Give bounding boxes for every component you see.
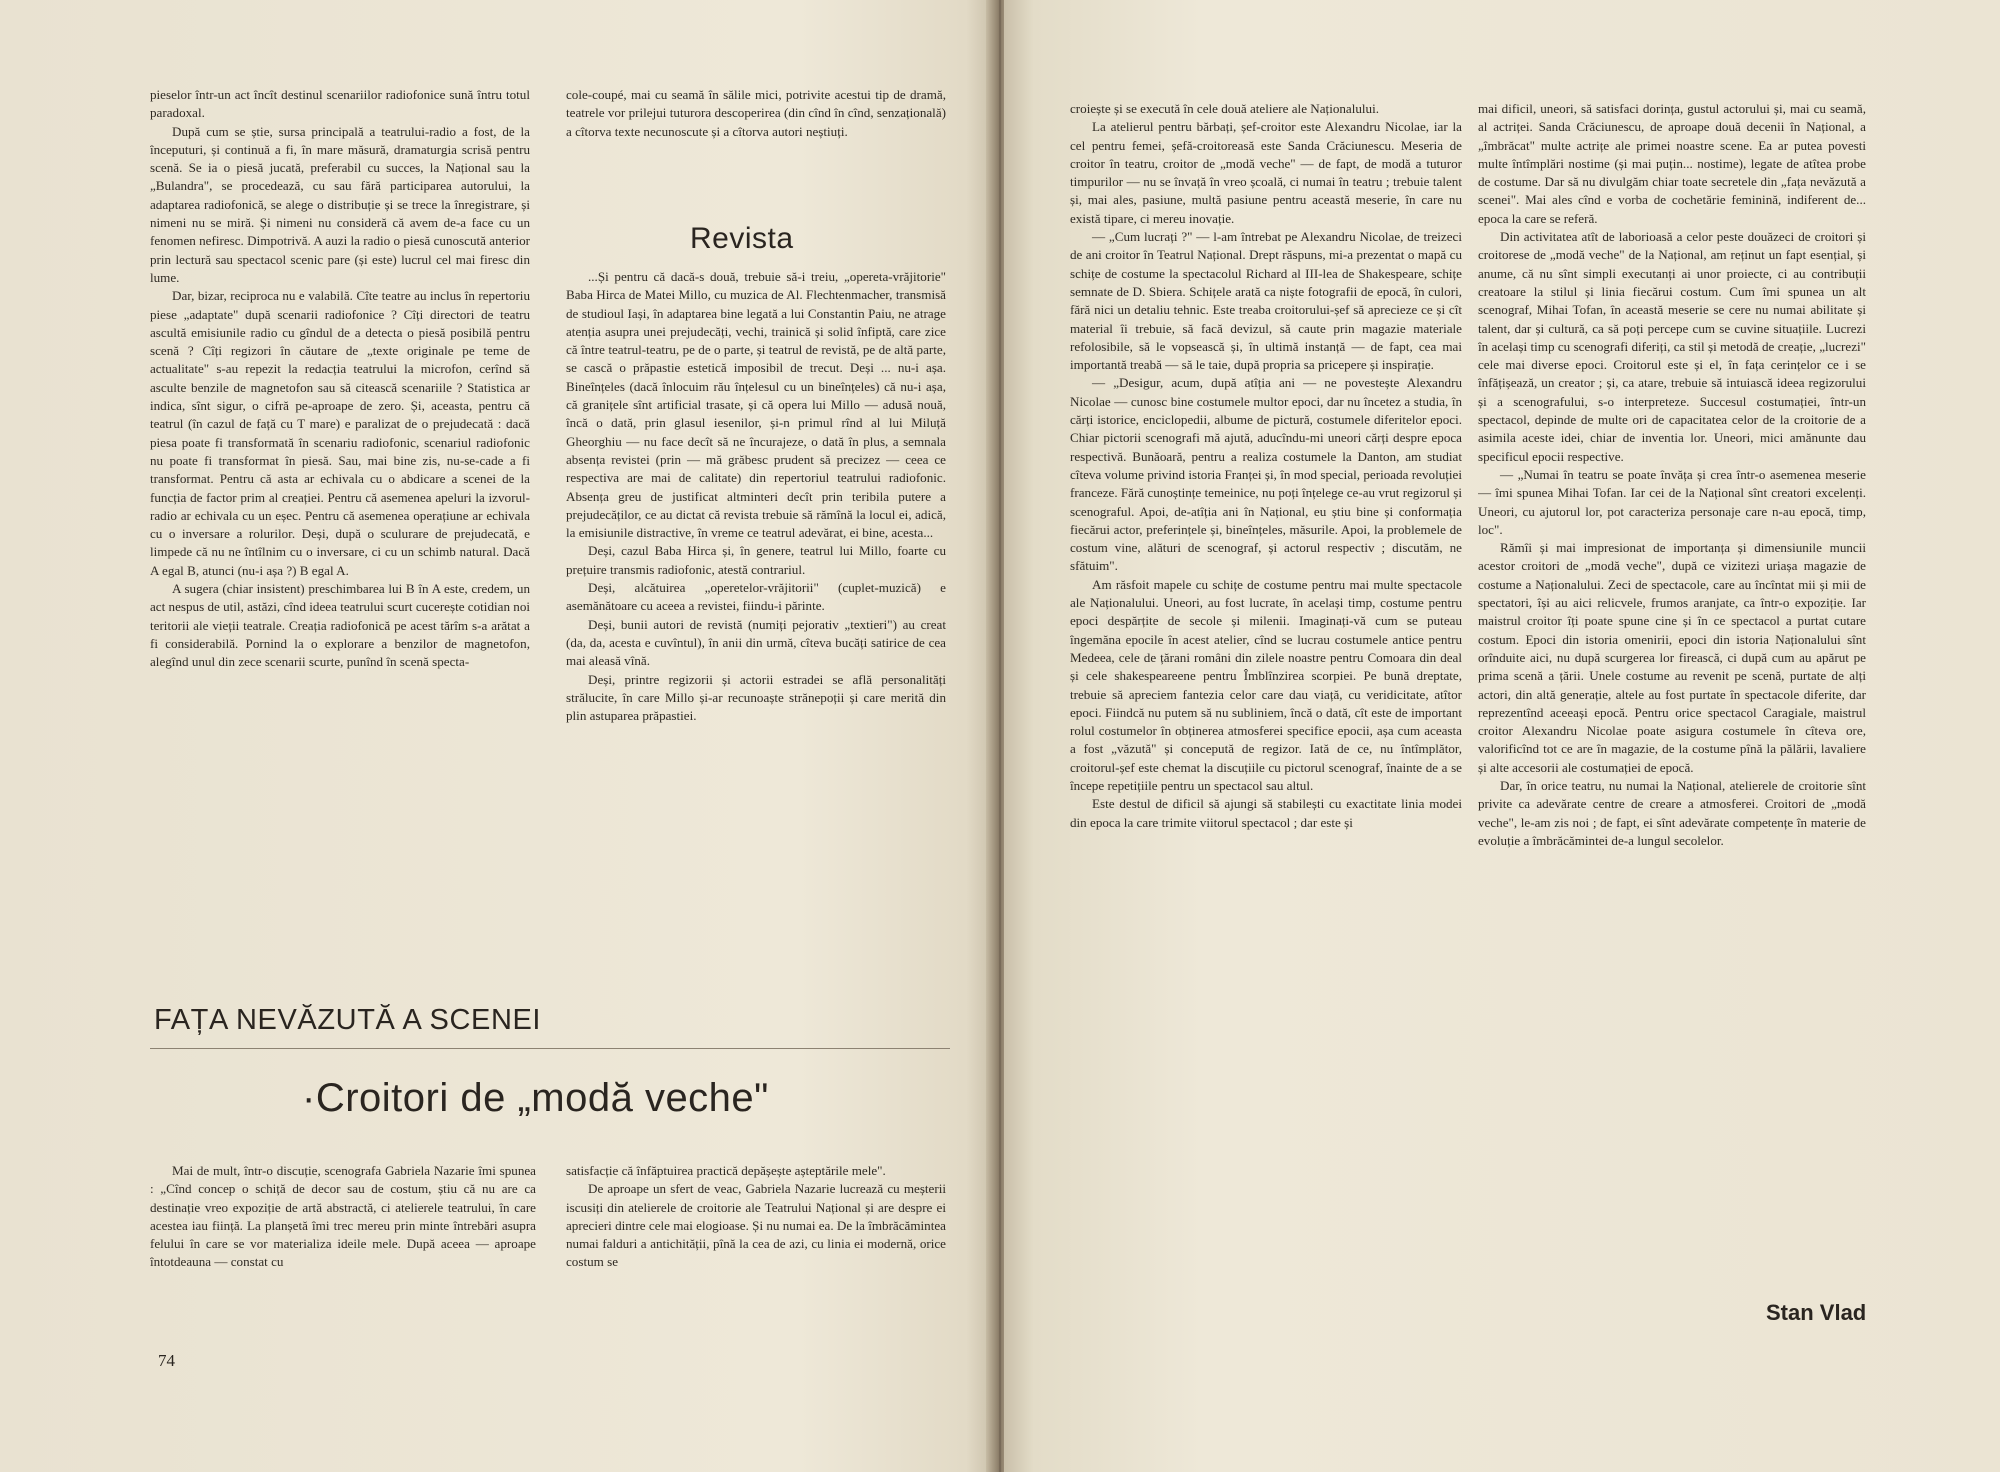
author-signature: Stan Vlad: [1766, 1300, 1867, 1325]
right-column-2: [1478, 100, 1866, 1286]
paragraph: Deși, bunii autori de revistă (numiți pejorativ „textieri") au creat (da, da, acesta e cuvîntul), în anii din urmă, cîteva bucăți satirice de cea mai aleasă vînă.: [566, 616, 946, 669]
paragraph: Deși, cazul Baba Hirca și, în genere, teatrul lui Millo, foarte cu prețuire transmis radiofonic, atestă contrariul.: [566, 543, 946, 577]
paragraph: satisfacție că înfăptuirea practică depășește așteptările mele".: [566, 1163, 886, 1178]
paragraph: Mai de mult, într-o discuție, scenografa Gabriela Nazarie îmi spunea : „Cînd concep o schiță de decor sau de costum, știu că nu are ca destinație vreo expoziție de artă abstractă, ci atelierele teatrului, în care acestea iau ființă. La planșetă îmi trec mereu prin minte întrebări asupra felului în care se vor materializa ideile mele. După aceea — aproape întotdeauna — constat cu: [150, 1163, 536, 1270]
paragraph: — „Cum lucrați ?" — l-am întrebat pe Alexandru Nicolae, de treizeci de ani croitor în Teatrul Național. Drept răspuns, mi-a prezentat o mapă cu schițe de costume la spectacolul Richard al III-lea de Shakespeare, schițe semnate de D. Sbiera. Schițele arată ca niște fotografii de epocă, în culori, fără nici un detaliu tehnic. Este treaba croitorului-șef să aprecieze ce și cît material îi trebuie, să facă devizul, să caute prin magazie materiale refolosibile, să le vopsească și, în ultimă instanță — de fapt, cea mai importantă treabă — să le taie, după propria sa pricepere și inspirație.: [1070, 229, 1462, 373]
paragraph: Deși, printre regizorii și actorii estradei se află personalități strălucite, în care Millo și-ar recunoaște strănepoții și care merită din plin astuparea prăpastiei.: [566, 671, 946, 724]
paragraph: — „Numai în teatru se poate învăța și crea într-o asemenea meserie — îmi spunea Mihai Tofan. Iar cei de la Național sînt creatori excelenți. Uneori, cu ajutorul lor, pot caracteriza personaje care n-au epocă, timp, loc".: [1478, 466, 1866, 537]
paragraph: A sugera (chiar insistent) preschimbarea lui B în A este, credem, un act nespus de util, astăzi, cînd ideea teatrului scurt cucerește cotidian noi teritorii ale vieții teatrale. Creația radiofonică pe acest tărîm s-a arătat a fi considerabilă. Pornind la o explorare a benzilor de magnetofon, alegînd unul din zece scenarii scurte, punînd în scenă specta-: [150, 581, 530, 670]
left-page: [0, 0, 996, 1472]
paragraph: La atelierul pentru bărbați, șef-croitor este Alexandru Nicolae, iar la cel pentru femei, șefă-croitoreasă este Sanda Crăciunescu. Meseria de croitor în teatru, croitor de „modă veche" — de fapt, de modă a tuturor timpurilor — nu se învață în vreo școală, ci numai în teatru ; trebuie talent și, mai ales, pasiune, multă pasiune pentru această meserie, în care nu există tipare, ci mereu inovație.: [1070, 119, 1462, 226]
paragraph: mai dificil, uneori, să satisfaci dorința, gustul actorului și, mai cu seamă, al actriței. Sanda Crăciunescu, de aproape două decenii în Național, a „îmbrăcat" multe actrițe ale primei noastre scene. Ea ar putea povesti multe întîmplări nostime (și mai puțin... nostime), legate de atîtea probe de costume. Dar să nu divulgăm chiar toate secretele din „fața nevăzută a scenei". Mai ales cînd e vorba de cochetărie feminină, indiferent de... epoca la care se referă.: [1478, 101, 1866, 226]
left-column-1: [150, 86, 530, 966]
page-number: 74: [158, 1351, 175, 1370]
paragraph: Dar, bizar, reciproca nu e valabilă. Cîte teatre au inclus în repertoriu piese „adaptate" după scenarii radiofonice ? Cîți directori de teatru ascultă emisiunile radio cu gîndul de a detecta o piesă posibilă pentru scenă ? Cîți regizori în căutare de „texte originale pe teme de actualitate" s-au repezit la redacția teatrului la microfon, cerînd să asculte benzile de magnetofon sau să citească scenariile ? Statistica ar indica, sînt sigur, o cifră pe-aproape de zero. Și, aceasta, pentru că teatrul (în cazul de față cu T mare) e paralizat de o prejudecată : dacă piesa poate fi transformată în scenariu radiofonic, scenariul radiofonic nu poate fi transformat în piesă. Sau, mai bine zis, nu-se-cade a fi transformat. Pentru că asta ar echivala cu o abdicare a scenei de la funcția de factor prim al creației. Pentru că asemenea apeluri la izvorul-radio ar echivala cu un eșec. Pentru că asemenea operațiune ar echivala cu o inversare a rolurilor. Deși, după o sculurare de prejudecată, e limpede că nu ne întîlnim cu o inversare, ci cu un schimb natural. Dacă A egal B, atunci (nu-i așa ?) B egal A.: [150, 288, 530, 578]
heading-rule: [150, 1048, 950, 1049]
article-title: ·Croitori de „modă veche": [302, 1076, 769, 1120]
paragraph: După cum se știe, sursa principală a teatrului-radio a fost, de la începuturi, și continuă a fi, în mare măsură, dramaturgia scrisă pentru scenă. Se ia o piesă jucată, preferabil cu succes, la Național sau la „Bulandra", se procedează, cu sau fără participarea autorului, la adaptarea radiofonică, se alege o distribuție și se trece la înregistrare, și nimeni nu se miră. Și nimeni nu consideră că avem de-a face cu un fenomen nefiresc. Dimpotrivă. A auzi la radio o piesă cunoscută anterior prin lectură sau spectacol scenic pare (și este) lucrul cel mai firesc din lume.: [150, 123, 530, 285]
paragraph: — „Desigur, acum, după atîția ani — ne povestește Alexandru Nicolae — cunosc bine costumele multor epoci, dar nu încetez a studia, în cărți istorice, enciclopedii, albume de pictură, costumele diferitelor epoci. Chiar pictorii scenografi mă ajută, aducîndu-mi uneori cărți despre epoca respectivă. Bunăoară, pentru a realiza costumele la Danton, am studiat cîteva volume privind istoria Franței și, în mod special, perioada revoluției franceze. Fără cunoștințe temeinice, nu poți înțelege ce-au vrut regizorul și scenograful. Apoi, de-atîția ani în Național, eu știu bine și conformația fiecărui actor, preferințele și, bineînțeles, măsurile. Apoi, la problemele de costum vine, alături de scenograf, și actorul respectiv ; discutăm, ne sfătuim".: [1070, 375, 1462, 574]
right-page: [1004, 0, 2000, 1472]
paragraph: Am răsfoit mapele cu schițe de costume pentru mai multe spectacole ale Naționalului. Uneori, au fost lucrate, în același timp, costume pentru epoci despărțite de secole și milenii. Imaginați-vă cum se puteau îngemăna epocile în acest atelier, cînd se lucrau costumele antice pentru Medeea, cele de țărani români din zilele noastre pentru Comoara din deal și cele shakespeareene pentru Îmblînzirea scorpiei. Pe bună dreptate, trebuie să apreciem fantezia celor care dau viață, cu veridicitate, atîtor epoci. Fiindcă nu putem să nu subliniem, încă o dată, cît este de important rolul costumelor în obținerea atmosferei specifice epocii, așa cum aceasta a fost „văzută" și concepută de regizor. Iată de ce, nu întîmplător, croitorul-șef este chemat la discuțiile cu pictorul scenograf, înainte de a se începe repetițiile pentru un spectacol sau altul.: [1070, 576, 1462, 793]
paragraph: ...Și pentru că dacă-s două, trebuie să-i treiu, „opereta-vrăjitorie" Baba Hirca de Matei Millo, cu muzica de Al. Flechtenmacher, transmisă de studioul Iași, în adaptarea bine legată a lui Constantin Paiu, ne atrage atenția asupra unei prejudecăți, vechi, trainică și solid înfiptă, care zice că între teatrul-teatru, pe de o parte, și teatrul de revistă, pe de altă parte, se cască o prăpastie estetică imposibil de trecut. Deși ... nu-i așa. Bineînțeles (dacă înlocuim rău înțelesul cu un bineînțeles) că nu-i așa, că granițele sînt artificial trasate, și că opera lui Millo — adusă nouă, încă o dată, prin glasul iesenilor, și-n primul rînd al lui Miluță Gheorghiu — nu face decît să ne încurajeze, o dată în plus, a semnala absența revistei (prin — mă grăbesc prudent să precizez — ceea ce respectiva are mai de calitate) din repertoriul teatrului radiofonic. Absența greu de justificat altminteri decît prin teribila putere a prejudecăților, ce au dictat că revista trebuie să rămînă la locul ei, adică, la emisiunile distractive, în vreme ce teatrul adevărat, ei bine, acesta...: [566, 269, 946, 541]
paragraph: De aproape un sfert de veac, Gabriela Nazarie lucrează cu meșterii iscusiți din atelierele de croitorie ale Teatrului Național și are despre ei aprecieri dintre cele mai elogioase. Și nu numai ea. De la îmbrăcămintea numai falduri a antichității, pînă la cea de azi, cu linia ei modernă, orice costum se: [566, 1181, 946, 1270]
right-column-1: [1070, 100, 1462, 1336]
paragraph: Rămîi și mai impresionat de importanța și dimensiunile muncii acestor croitori de „modă veche", după ce vizitezi uriașa magazie de costume a Naționalului. Zeci de spectacole, care au încîntat mii și mii de spectatori, își au aici relicvele, frumos aranjate, ca într-o expoziție. Iar maistrul croitor îți poate spune cine și în ce spectacol a purtat cutare costum. Epoci din istoria omenirii, epoci din istoria Naționalului sînt orînduite aici, nu după scurgerea lor firească, ci după cum au apărut pe prima scenă a țării. Unele costume au revenit pe scenă, purtate de alți actori, din altă generație, altele au fost purtate în spectacole diferite, dar reprezentînd aceeași epocă. Pentru orice spectacol Caragiale, maistrul croitor Alexandru Nicolae poate asigura costumele în cîteva ore, valorificînd tot ce are în magazie, de la costume pînă la pălării, lavaliere și alte accesorii ale costumației de epocă.: [1478, 540, 1866, 775]
section-heading: FAȚA NEVĂZUTĂ A SCENEI: [154, 1004, 542, 1036]
paragraph: Deși, alcătuirea „operetelor-vrăjitorii" (cuplet-muzică) e asemănătoare cu aceea a revistei, fiindu-i părinte.: [566, 580, 946, 614]
paragraph: Este destul de dificil să ajungi să stabilești cu exactitate linia modei din epoca la care trimite viitorul spectacol ; dar este și: [1070, 796, 1462, 830]
paragraph: pieselor într-un act încît destinul scenariilor radiofonice sună întru totul paradoxal.: [150, 87, 530, 121]
paragraph: Dar, în orice teatru, nu numai la Național, atelierele de croitorie sînt privite ca adevărate centre de creare a atmosferei. Croitori de „modă veche", le-am zis noi ; de fapt, ei sînt adevărate competențe în materie de evoluție a îmbrăcămintei de-a lungul secolelor.: [1478, 777, 1866, 848]
revista-title: Revista: [690, 222, 794, 255]
paragraph: croiește și se execută în cele două ateliere ale Naționalului.: [1070, 101, 1380, 116]
paragraph: cole-coupé, mai cu seamă în sălile mici, potrivite acestui tip de dramă, teatrele vor prilejui tuturora descoperirea (din cînd în cînd, senzațională) a cîtorva texte necunoscute și a cîtorva autori neștiuți.: [566, 87, 946, 139]
bottom-column-1: [150, 1162, 536, 1332]
left-column-2-top: [566, 86, 946, 182]
bottom-column-2: [566, 1162, 946, 1332]
paragraph: Din activitatea atît de laborioasă a celor peste douăzeci de croitori și croitorese de „modă veche" de la Național, am reținut un fapt esențial, și anume, că nu sînt simpli executanți ai unor proiecte, ci au contribuții creatoare la stilul și linia fiecărui costum. Cum îmi spunea un alt scenograf, Mihai Tofan, în această meserie se cere nu numai abilitate și talent, dar și cultură, ca să poți percepe cum se cuvine situațiile. Lucrezi în același timp cu scenografi diferiți, ca stil și metodă de creație, „lucrezi" cele mai diverse epoci. Croitorul este și el, în fața cerințelor ce i se înfățișează, un creator ; și, ca atare, trebuie să intuiască ideea regizorului și a scenografului, s-o interpreteze. Succesul costumației, într-un spectacol, depinde de multe ori de capacitatea celor de la croitorie de a asimila aceste idei, chiar de inventia lor. Uneori, mici amănunte dau specificul epocii respective.: [1478, 229, 1866, 464]
revista-column: [566, 268, 946, 968]
